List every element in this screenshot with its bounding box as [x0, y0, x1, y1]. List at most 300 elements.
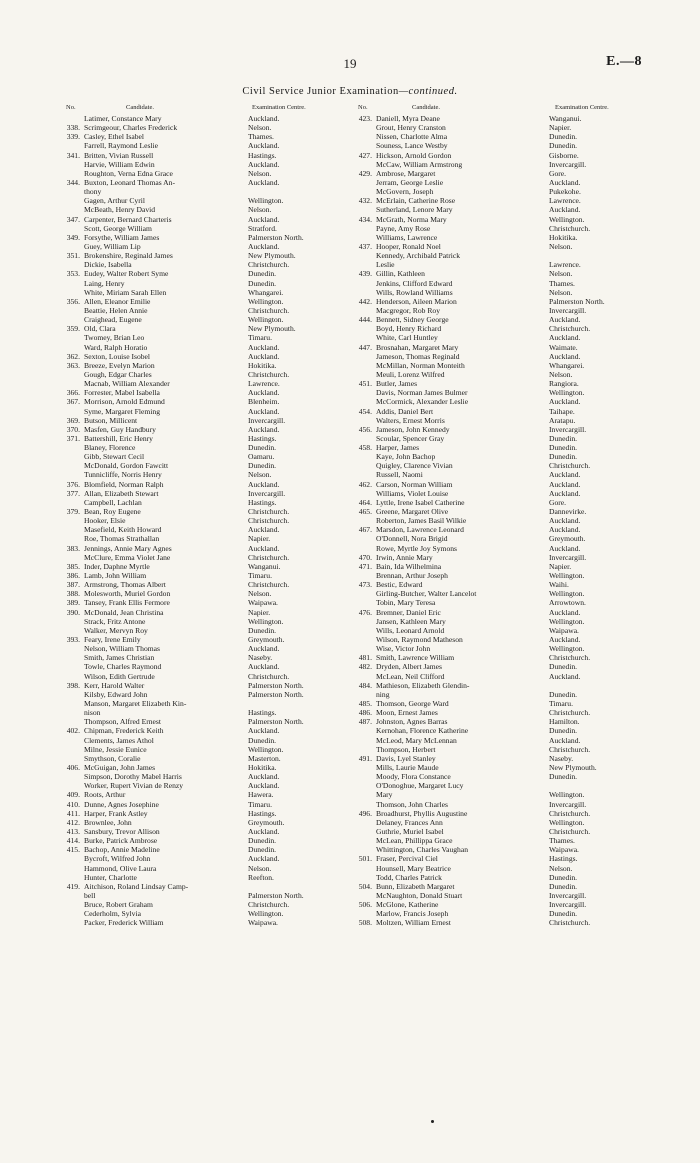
table-row — [60, 525, 352, 534]
examination-centre: Nelson. — [248, 470, 272, 480]
table-row — [352, 388, 655, 397]
candidate-name: Thomson, John Charles — [376, 799, 448, 809]
candidate-number: 481. — [358, 653, 372, 663]
candidate-name: Twomey, Brian Leo — [84, 333, 145, 343]
examination-centre: Hastings. — [248, 808, 277, 818]
candidate-number: 383. — [66, 543, 80, 553]
candidate-name: Bachop, Annie Madeline — [84, 845, 160, 855]
candidate-name: Carson, Norman William — [376, 479, 453, 489]
candidate-name: Lyttle, Irene Isabel Catherine — [376, 497, 465, 507]
examination-centre: Auckland. — [248, 159, 280, 169]
candidate-number: 427. — [358, 150, 372, 160]
table-row — [352, 315, 655, 324]
table-row — [60, 626, 352, 635]
candidate-name: Hooker, Elsie — [84, 516, 126, 526]
examination-centre: Nelson. — [549, 269, 573, 279]
candidate-name: McMillan, Norman Monteith — [376, 360, 465, 370]
candidate-name: Bean, Roy Eugene — [84, 507, 141, 517]
candidate-name: Lamb, John William — [84, 571, 147, 581]
candidate-number: 387. — [66, 580, 80, 590]
table-row — [352, 461, 655, 470]
candidate-name: Dunne, Agnes Josephine — [84, 799, 159, 809]
table-row — [60, 745, 352, 754]
table-row — [352, 480, 655, 489]
table-row — [352, 809, 655, 818]
table-row — [60, 397, 352, 406]
candidate-number: 454. — [358, 406, 372, 416]
candidate-name: thony — [84, 187, 102, 197]
candidate-number: 432. — [358, 196, 372, 206]
examination-centre: Dunedin. — [549, 881, 578, 891]
table-row — [352, 416, 655, 425]
examination-centre: Dunedin. — [248, 269, 277, 279]
candidate-number: 362. — [66, 351, 80, 361]
table-row — [60, 196, 352, 205]
examination-centre: Invercargill. — [549, 799, 587, 809]
candidate-name: Kilsby, Edward John — [84, 689, 148, 699]
examination-centre: Dunedin. — [549, 909, 578, 919]
examination-centre: Hokitika. — [248, 762, 277, 772]
candidate-number: 462. — [358, 479, 372, 489]
table-row — [352, 141, 655, 150]
table-row — [352, 672, 655, 681]
candidate-number: 434. — [358, 214, 372, 224]
table-row — [60, 589, 352, 598]
table-row — [352, 681, 655, 690]
no-header: No. — [66, 104, 76, 111]
candidate-name: Sutherland, Lenore Mary — [376, 205, 453, 215]
candidate-name: Syme, Margaret Fleming — [84, 406, 160, 416]
candidate-name: Strack, Fritz Antone — [84, 616, 146, 626]
table-row — [352, 169, 655, 178]
candidate-name: Brownlee, John — [84, 817, 132, 827]
examination-centre: Dunedin. — [248, 845, 277, 855]
table-row — [352, 269, 655, 278]
candidate-name: McCormick, Alexander Leslie — [376, 397, 469, 407]
table-row — [352, 132, 655, 141]
table-row — [60, 452, 352, 461]
candidate-name: Masefield, Keith Howard — [84, 525, 162, 535]
examination-centre: Waimate. — [549, 342, 578, 352]
table-row — [352, 196, 655, 205]
table-row — [60, 470, 352, 479]
candidate-number: 473. — [358, 580, 372, 590]
examination-centre: Hawera. — [248, 790, 274, 800]
table-row — [352, 864, 655, 873]
table-row — [60, 123, 352, 132]
candidate-name: Ward, Ralph Horatio — [84, 342, 148, 352]
table-row — [352, 224, 655, 233]
candidate-name: Roots, Arthur — [84, 790, 126, 800]
table-row — [60, 407, 352, 416]
table-row — [60, 160, 352, 169]
table-row — [60, 233, 352, 242]
table-row — [352, 562, 655, 571]
table-row — [352, 918, 655, 927]
candidate-name: McLean, Neil Clifford — [376, 671, 445, 681]
examination-centre: Timaru. — [248, 571, 272, 581]
table-row — [352, 635, 655, 644]
candidate-name: Souness, Lance Westby — [376, 141, 448, 151]
examination-centre: Wellington. — [248, 196, 284, 206]
candidate-name: Morrison, Arnold Edmund — [84, 397, 165, 407]
candidate-name: Wilson, Raymond Matheson — [376, 635, 463, 645]
candidate-number: 390. — [66, 607, 80, 617]
candidate-number: 379. — [66, 507, 80, 517]
table-row — [60, 260, 352, 269]
candidate-number: 415. — [66, 845, 80, 855]
table-row — [60, 205, 352, 214]
candidate-name: Kerr, Harold Walter — [84, 680, 145, 690]
table-row — [352, 662, 655, 671]
candidate-name: Wise, Victor John — [376, 644, 431, 654]
candidate-number: 341. — [66, 150, 80, 160]
candidate-name: Davis, Norman James Bulmer — [376, 388, 468, 398]
examination-centre: Nelson. — [248, 863, 272, 873]
candidate-name: Wilson, Edith Gertrude — [84, 671, 155, 681]
candidate-number: 506. — [358, 900, 372, 910]
candidate-name: Bestic, Edward — [376, 580, 423, 590]
examination-centre: Invercargill. — [549, 890, 587, 900]
table-row — [60, 864, 352, 873]
candidate-name: Forrester, Mabel Isabella — [84, 388, 160, 398]
examination-centre: Stratford. — [248, 223, 277, 233]
candidate-name: Kernohan, Florence Katherine — [376, 726, 469, 736]
examination-centre: New Plymouth. — [248, 324, 296, 334]
candidate-name: Moltzen, William Ernest — [376, 918, 451, 928]
examination-centre: Wellington. — [248, 315, 284, 325]
candidate-name: Walker, Mervyn Roy — [84, 625, 148, 635]
examination-centre: Masterton. — [248, 753, 281, 763]
examination-centre: Nelson. — [549, 241, 573, 251]
candidate-name: McNaughton, Donald Stuart — [376, 890, 463, 900]
candidate-name: Eudey, Walter Robert Syme — [84, 269, 169, 279]
candidate-name: Guthrie, Muriel Isabel — [376, 826, 444, 836]
examination-centre: Dunedin. — [549, 689, 578, 699]
candidate-name: Blomfield, Norman Ralph — [84, 479, 164, 489]
candidate-number: 464. — [358, 497, 372, 507]
candidate-name: Gillin, Kathleen — [376, 269, 425, 279]
examination-centre: Auckland. — [549, 205, 581, 215]
examination-centre: Palmerston North. — [549, 296, 605, 306]
candidate-number: 388. — [66, 589, 80, 599]
candidate-name: Jameson, John Kennedy — [376, 424, 450, 434]
candidate-number: 491. — [358, 753, 372, 763]
table-row — [352, 589, 655, 598]
candidate-name: Hunter, Charlotte — [84, 872, 137, 882]
candidate-name: Bunn, Elizabeth Margaret — [376, 881, 455, 891]
examination-centre: Auckland. — [549, 333, 581, 343]
examination-centre: Auckland. — [549, 315, 581, 325]
table-row — [60, 242, 352, 251]
examination-centre: Gore. — [549, 168, 567, 178]
candidate-name: McClure, Emma Violet Jane — [84, 552, 171, 562]
candidate-name: Towle, Charles Raymond — [84, 662, 162, 672]
table-row — [352, 544, 655, 553]
table-row — [352, 516, 655, 525]
candidate-name: Marsdon, Lawrence Leonard — [376, 525, 464, 535]
candidate-name: Mathieson, Elizabeth Glendin- — [376, 680, 470, 690]
examination-centre: Napier. — [248, 534, 271, 544]
table-row — [60, 635, 352, 644]
table-row — [352, 114, 655, 123]
examination-centre: Nelson. — [248, 123, 272, 133]
table-row — [352, 279, 655, 288]
examination-centre: Auckland. — [549, 351, 581, 361]
candidate-number: 487. — [358, 717, 372, 727]
candidate-name: Allen, Eleanor Emilie — [84, 296, 151, 306]
examination-centre: Christchurch. — [248, 516, 290, 526]
candidate-name: Harvie, William Edwin — [84, 159, 155, 169]
candidate-name: Butler, James — [376, 379, 418, 389]
table-row — [60, 763, 352, 772]
table-row — [60, 690, 352, 699]
candidate-name: Brosnahan, Margaret Mary — [376, 342, 459, 352]
candidate-name: Bruce, Robert Graham — [84, 900, 153, 910]
candidate-name: Dickie, Isabella — [84, 260, 132, 270]
table-row — [60, 672, 352, 681]
candidate-name: Harper, James — [376, 443, 420, 453]
table-row — [352, 690, 655, 699]
candidate-name: Guey, William Lip — [84, 241, 141, 251]
examination-centre: Hastings. — [248, 497, 277, 507]
table-row — [352, 233, 655, 242]
candidate-name: McLean, Phillippa Grace — [376, 836, 453, 846]
candidate-number: 353. — [66, 269, 80, 279]
examination-centre: Dunedin. — [549, 433, 578, 443]
table-row — [60, 617, 352, 626]
table-row — [60, 141, 352, 150]
candidate-name: Old, Clara — [84, 324, 116, 334]
table-row — [352, 425, 655, 434]
examination-centre: Auckland. — [549, 516, 581, 526]
table-row — [60, 498, 352, 507]
examination-centre: Palmerston North. — [248, 717, 304, 727]
candidate-number: 414. — [66, 836, 80, 846]
examination-centre: Lawrence. — [248, 379, 280, 389]
candidate-name: Sansbury, Trevor Allison — [84, 826, 160, 836]
examination-centre: Taihape. — [549, 406, 575, 416]
examination-centre: Wellington. — [549, 644, 585, 654]
candidate-name: Dryden, Albert James — [376, 662, 443, 672]
table-row — [60, 114, 352, 123]
candidate-name: Nelson, William Thomas — [84, 644, 160, 654]
table-row — [60, 361, 352, 370]
candidate-number: 393. — [66, 635, 80, 645]
candidate-name: Aitchison, Roland Lindsay Camp- — [84, 881, 189, 891]
page-number: 19 — [343, 56, 357, 71]
table-row — [352, 598, 655, 607]
candidate-name: Delaney, Frances Ann — [376, 817, 443, 827]
table-row — [352, 178, 655, 187]
examination-centre: Auckland. — [549, 735, 581, 745]
examination-centre: Waipawa. — [549, 625, 579, 635]
table-row — [60, 544, 352, 553]
examination-centre: Wellington. — [549, 616, 585, 626]
table-row — [352, 827, 655, 836]
examination-centre: Pukekohe. — [549, 187, 581, 197]
candidate-name: Whittington, Charles Vaughan — [376, 845, 469, 855]
table-row — [352, 608, 655, 617]
table-row — [60, 653, 352, 662]
table-row — [60, 736, 352, 745]
examination-centre: Auckland. — [248, 342, 280, 352]
examination-centre: Lawrence. — [549, 260, 581, 270]
candidate-name: Brennan, Arthur Joseph — [376, 571, 448, 581]
table-row — [60, 836, 352, 845]
table-row — [352, 617, 655, 626]
candidate-name: Mills, Laurie Maude — [376, 762, 439, 772]
examination-centre: Greymouth. — [549, 534, 586, 544]
table-row — [60, 845, 352, 854]
table-row — [60, 333, 352, 342]
candidate-name: Todd, Charles Patrick — [376, 872, 442, 882]
examination-centre: Dunedin. — [248, 278, 277, 288]
table-row — [352, 800, 655, 809]
examination-centre: Christchurch. — [248, 552, 290, 562]
table-row — [60, 708, 352, 717]
table-row — [60, 800, 352, 809]
candidate-name: O'Donnell, Nora Brigid — [376, 534, 448, 544]
candidate-name: Carpenter, Bernard Charteris — [84, 214, 172, 224]
candidate-name: Craighead, Eugene — [84, 315, 142, 325]
table-row — [60, 388, 352, 397]
table-row — [352, 498, 655, 507]
examination-centre: Christchurch. — [248, 671, 290, 681]
candidate-number: 484. — [358, 680, 372, 690]
examination-centre: Dunedin. — [549, 452, 578, 462]
candidate-number: 411. — [66, 808, 80, 818]
candidate-number: 471. — [358, 561, 372, 571]
examination-centre: Christchurch. — [248, 507, 290, 517]
table-row — [352, 653, 655, 662]
examination-centre: Wellington. — [549, 589, 585, 599]
candidate-name: Blaney, Florence — [84, 443, 136, 453]
candidate-number: 366. — [66, 388, 80, 398]
examination-centre: Dunedin. — [248, 836, 277, 846]
candidate-name: Hooper, Ronald Noel — [376, 241, 441, 251]
candidate-name: Jerram, George Leslie — [376, 177, 444, 187]
examination-centre: Hastings. — [248, 708, 277, 718]
candidate-number: 451. — [358, 379, 372, 389]
table-row — [352, 205, 655, 214]
candidate-name: Cederholm, Sylvia — [84, 909, 141, 919]
candidate-number: 410. — [66, 799, 80, 809]
table-row — [352, 553, 655, 562]
candidate-name: Leslie — [376, 260, 395, 270]
examination-centre: Auckland. — [549, 397, 581, 407]
candidate-number: 485. — [358, 699, 372, 708]
candidate-name: Mary — [376, 790, 393, 800]
table-row — [60, 297, 352, 306]
table-row — [352, 781, 655, 790]
candidate-name: Wills, Leonard Arnold — [376, 625, 445, 635]
candidate-name: Marlow, Francis Joseph — [376, 909, 449, 919]
table-row — [352, 873, 655, 882]
candidate-name: Scrimgeour, Charles Frederick — [84, 123, 178, 133]
candidate-name: Walters, Ernest Morris — [376, 415, 445, 425]
candidate-name: ning — [376, 689, 390, 699]
examination-centre: Auckland. — [248, 479, 280, 489]
table-row — [352, 251, 655, 260]
table-row — [352, 260, 655, 269]
table-row — [60, 370, 352, 379]
candidate-name: Armstrong, Thomas Albert — [84, 580, 166, 590]
examination-centre: Auckland. — [248, 662, 280, 672]
table-row — [60, 343, 352, 352]
candidate-name: Milne, Jessie Eunice — [84, 744, 147, 754]
candidate-name: Bremner, Daniel Eric — [376, 607, 441, 617]
table-row — [352, 790, 655, 799]
examination-centre: New Plymouth. — [248, 251, 296, 261]
examination-centre: Nelson. — [248, 205, 272, 215]
candidate-name: McDonald, Jean Christina — [84, 607, 164, 617]
candidate-number: 347. — [66, 214, 80, 224]
candidate-number: 465. — [358, 507, 372, 517]
candidate-name: Addis, Daniel Bert — [376, 406, 434, 416]
table-row — [352, 745, 655, 754]
table-row — [60, 269, 352, 278]
table-row — [60, 909, 352, 918]
candidate-number: 447. — [358, 342, 372, 352]
candidate-name: Smythson, Coralie — [84, 753, 141, 763]
candidate-name: Henderson, Aileen Marion — [376, 296, 457, 306]
candidate-name: Campbell, Lachlan — [84, 497, 142, 507]
examination-centre: Christchurch. — [549, 223, 591, 233]
candidate-name: Sexton, Louise Isobel — [84, 351, 151, 361]
candidate-name: Farrell, Raymond Leslie — [84, 141, 159, 151]
candidate-name: Worker, Rupert Vivian de Renzy — [84, 781, 184, 791]
candidate-name: Butson, Millicent — [84, 415, 138, 425]
candidate-number: 371. — [66, 433, 80, 443]
table-row — [352, 434, 655, 443]
table-row — [352, 288, 655, 297]
examination-centre: Auckland. — [248, 854, 280, 864]
examination-centre: Dunedin. — [248, 735, 277, 745]
candidate-number: 504. — [358, 881, 372, 891]
candidate-name: Nissen, Charlotte Alma — [376, 132, 448, 142]
candidate-number: 419. — [66, 881, 80, 891]
table-row — [60, 516, 352, 525]
table-row — [352, 571, 655, 580]
candidate-name: Scoular, Spencer Gray — [376, 433, 445, 443]
centre-header: Examination Centre. — [252, 104, 306, 111]
examination-centre: Wellington. — [248, 296, 284, 306]
candidate-name: Thompson, Alfred Ernest — [84, 717, 161, 727]
examination-centre: Christchurch. — [248, 260, 290, 270]
table-row — [60, 598, 352, 607]
table-row — [60, 489, 352, 498]
table-row — [60, 882, 352, 891]
candidate-name: Jennings, Annie Mary Agnes — [84, 543, 172, 553]
right-candidate-list — [352, 114, 655, 928]
examination-centre: Auckland. — [549, 479, 581, 489]
table-row — [352, 397, 655, 406]
table-row — [60, 754, 352, 763]
examination-centre: Auckland. — [248, 826, 280, 836]
examination-centre: Wellington. — [549, 817, 585, 827]
examination-centre: Auckland. — [248, 525, 280, 535]
table-row — [352, 626, 655, 635]
left-candidate-list — [60, 114, 352, 928]
candidate-name: Wills, Rowland Williams — [376, 287, 453, 297]
table-row — [352, 580, 655, 589]
examination-centre: Auckland. — [248, 114, 280, 123]
candidate-name: Tunnicliffe, Norris Henry — [84, 470, 162, 480]
examination-centre: Gore. — [549, 497, 567, 507]
candidate-name: Girling-Butcher, Walter Lancelot — [376, 589, 477, 599]
examination-centre: Blenheim. — [248, 397, 280, 407]
